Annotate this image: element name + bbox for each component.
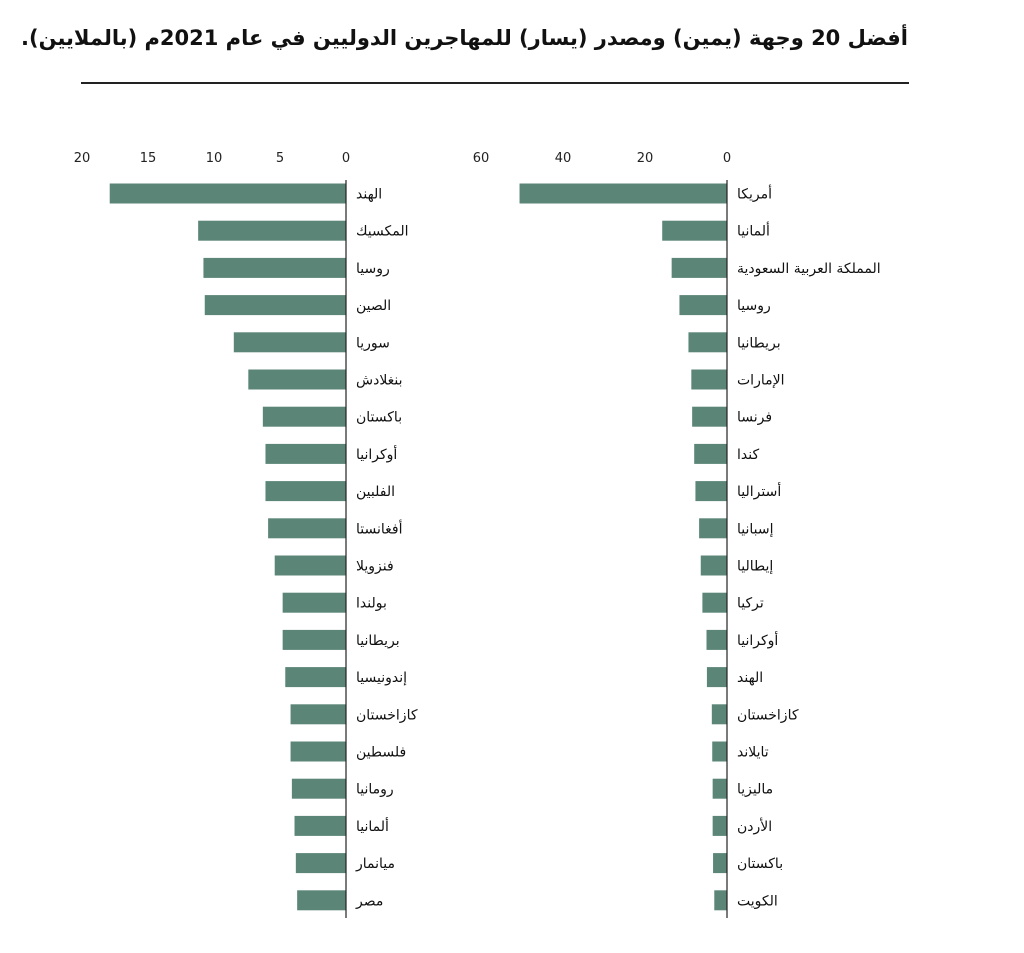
left-chart-bar	[295, 816, 346, 836]
left-chart-bar	[248, 370, 346, 390]
right-chart-bar	[712, 742, 727, 762]
right-chart-category-label: الأردن	[737, 818, 773, 835]
left-chart-category-label: كازاخستان	[356, 707, 418, 724]
left-chart-category-label: بنغلادش	[356, 372, 403, 389]
left-chart-tick-label: 0	[341, 151, 351, 166]
left-chart-bar	[283, 593, 346, 613]
left-chart-category-label: مصر	[356, 893, 384, 910]
left-chart-bar	[268, 518, 346, 538]
right-chart-category-label: تركيا	[737, 595, 764, 612]
left-chart-bar	[263, 407, 346, 427]
right-chart-category-label: تايلاند	[737, 744, 769, 761]
right-chart-bar	[713, 816, 727, 836]
left-chart-category-label: سوريا	[356, 335, 390, 352]
right-chart-category-label: الهند	[737, 670, 764, 687]
right-chart-bar	[520, 184, 727, 204]
left-chart-bar	[297, 890, 346, 910]
right-chart-category-label: روسيا	[737, 298, 771, 315]
right-chart-bar	[688, 332, 727, 352]
left-chart-bar	[198, 221, 346, 241]
right-chart-category-label: فرنسا	[737, 409, 773, 426]
right-chart-category-label: أستراليا	[737, 484, 782, 501]
right-chart-bar	[672, 258, 727, 278]
right-chart-category-label: أمريكا	[737, 186, 773, 203]
right-chart-bar	[707, 630, 728, 650]
left-chart-category-label: الفلبين	[356, 484, 395, 501]
right-chart-category-label: إسبانيا	[737, 521, 774, 538]
left-chart-bar	[285, 667, 346, 687]
right-chart-bar	[695, 481, 727, 501]
left-chart-bar	[265, 444, 346, 464]
right-chart-bar	[713, 853, 727, 873]
left-chart-bar	[291, 704, 346, 724]
chart-title: أفضل 20 وجهة (يمين) ومصدر (يسار) للمهاجرين الدوليين في عام 2021م (بالملايين).	[21, 26, 908, 50]
left-chart-category-label: بريطانيا	[356, 632, 400, 649]
left-chart-category-label: أفغانستا	[356, 521, 403, 538]
left-chart-category-label: ميانمار	[356, 856, 396, 873]
left-chart-bar	[205, 295, 346, 315]
left-chart-bar	[296, 853, 346, 873]
right-chart-bar	[701, 556, 727, 576]
left-chart-bar	[234, 332, 346, 352]
right-chart-category-label: بريطانيا	[737, 335, 781, 352]
right-chart-bar	[714, 890, 727, 910]
left-chart-tick-label: 15	[139, 151, 157, 166]
right-chart-category-label: الكويت	[737, 893, 778, 910]
left-chart-category-label: الهند	[356, 186, 383, 203]
right-chart-tick-label: 60	[472, 151, 490, 166]
right-chart-bar	[679, 295, 727, 315]
right-chart-category-label: الإمارات	[737, 372, 785, 389]
left-chart-category-label: أوكرانيا	[356, 446, 398, 463]
right-chart-bar	[707, 667, 727, 687]
right-chart-category-label: كازاخستان	[737, 707, 799, 724]
right-chart-bar	[691, 370, 727, 390]
right-chart-bar	[713, 779, 727, 799]
right-chart-bar	[702, 593, 727, 613]
left-chart-category-label: بولندا	[356, 595, 387, 612]
left-chart-category-label: فنزويلا	[356, 558, 394, 575]
left-chart-category-label: رومانيا	[356, 781, 394, 798]
right-chart-category-label: كندا	[737, 446, 760, 463]
left-chart-bar	[203, 258, 346, 278]
right-chart-category-label: أوكرانيا	[737, 632, 779, 649]
left-chart-category-label: باكستان	[356, 409, 403, 426]
right-chart-category-label: باكستان	[737, 856, 784, 873]
right-chart-category-label: ألمانيا	[737, 223, 770, 240]
left-chart-bar	[292, 779, 346, 799]
left-chart-tick-label: 10	[205, 151, 223, 166]
right-chart-bar	[694, 444, 727, 464]
left-chart-tick-label: 5	[275, 151, 285, 166]
left-chart-tick-label: 20	[73, 151, 91, 166]
right-chart-bar	[662, 221, 727, 241]
left-chart-bar	[110, 184, 346, 204]
right-chart-category-label: المملكة العربية السعودية	[737, 260, 881, 277]
right-chart-tick-label: 0	[722, 151, 732, 166]
left-chart-bar	[291, 742, 346, 762]
left-chart-category-label: روسيا	[356, 260, 390, 277]
left-chart-category-label: المكسيك	[356, 223, 409, 240]
left-chart-bar	[265, 481, 346, 501]
right-chart-tick-label: 20	[636, 151, 654, 166]
left-chart-category-label: ألمانيا	[356, 818, 389, 835]
left-chart-bar	[283, 630, 346, 650]
left-chart-category-label: فلسطين	[356, 744, 407, 761]
right-chart-bar	[699, 518, 727, 538]
right-chart-tick-label: 40	[554, 151, 572, 166]
right-chart-category-label: إيطاليا	[737, 558, 774, 575]
left-chart-category-label: إندونيسيا	[356, 670, 407, 687]
left-chart-category-label: الصين	[356, 298, 392, 315]
right-chart-category-label: ماليزيا	[737, 781, 774, 798]
left-chart-bar	[275, 556, 346, 576]
right-chart-bar	[712, 704, 727, 724]
right-chart-bar	[692, 407, 727, 427]
